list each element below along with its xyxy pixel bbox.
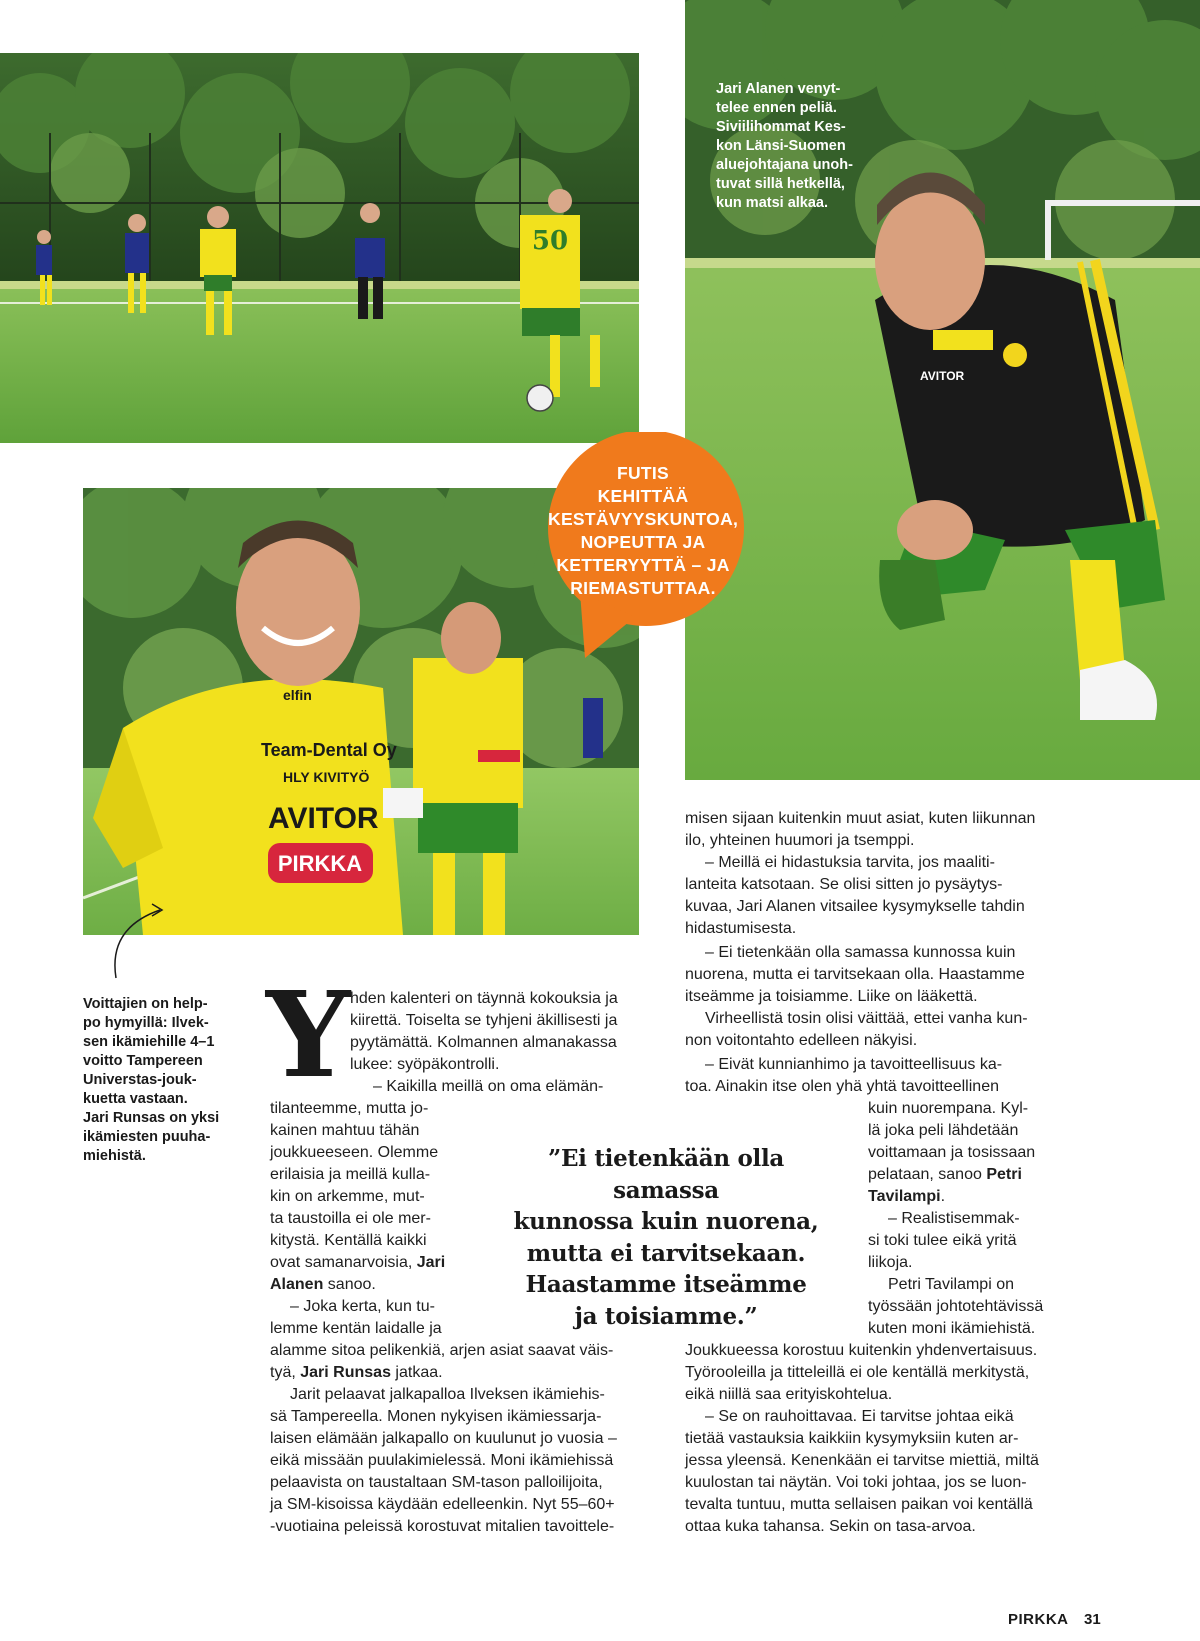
speech-bubble-text: FUTIS KEHITTÄÄ KESTÄVYYSKUNTOA, NOPEUTTA JA KETTERYYTTÄ – JA RIEMASTUTTAA. [548, 463, 739, 598]
body-line: kuulostan tai näytän. Voi toki johtaa, jos se luon- [685, 1474, 1027, 1491]
body-line: ottaa kuka tahansa. Sekin on tasa-arvoa. [685, 1518, 976, 1535]
body-line: misen sijaan kuitenkin muut asiat, kuten liikunnan [685, 810, 1036, 827]
page-number: 31 [1084, 1611, 1101, 1628]
body-text: pelataan, sanoo [868, 1166, 982, 1183]
body-line [270, 1252, 445, 1274]
body-line: kuten moni ikämiehistä. [868, 1320, 1036, 1337]
photo-caption-right: Jari Alanen venyt- telee ennen peliä. Siviilihommat Kes- kon Länsi-Suomen aluejohtajana unoh- tuvat sillä hetkellä, kun matsi alkaa. [716, 81, 853, 211]
body-line: kin on arkemme, mut- [270, 1188, 425, 1205]
body-line: Työrooleilla ja titteleillä ei ole kentällä merkitystä, [685, 1364, 1030, 1381]
body-line: – Eivät kunnianhimo ja tavoitteellisuus ka- [705, 1056, 1003, 1073]
body-line: tevalta tuntuu, mutta sellaisen paikan voi kentällä [685, 1496, 1033, 1513]
photo-caption-left: Voittajien on help- po hymyillä: Ilvek- sen ikämiehille 4–1 voitto Tampereen Universtas-jouk- kuetta vastaan. Jari Runsas on yksi ikämiesten puuha- miehistä. [83, 996, 220, 1164]
body-line: joukkueeseen. Olemme [270, 1144, 439, 1161]
body-line: kuin nuorempana. Kyl- [868, 1100, 1029, 1117]
body-line: kitystä. Kentällä kaikki [270, 1232, 427, 1249]
body-text: ovat samanarvoisia, [270, 1254, 413, 1271]
body-line: jessa yleensä. Kenenkään ei tarvitse miettiä, miltä [685, 1452, 1039, 1469]
body-text: tyä, [270, 1364, 296, 1381]
body-line: voittamaan ja tosissaan [868, 1144, 1036, 1161]
body-line: si toki tulee eikä yritä [868, 1232, 1017, 1249]
person-name: Alanen [270, 1276, 324, 1293]
body-line: lemme kentän laidalle ja [270, 1320, 442, 1337]
body-line: Joukkueessa korostuu kuitenkin yhdenvertaisuus. [685, 1342, 1038, 1359]
body-line: toa. Ainakin itse olen yhä yhtä tavoitteellinen [685, 1078, 999, 1095]
body-line: lukee: syöpäkontrolli. [350, 1056, 500, 1073]
body-line: – Meillä ei hidastuksia tarvita, jos maaliti- [705, 854, 995, 871]
magazine-name: PIRKKA [1008, 1611, 1069, 1628]
person-name: Petri [986, 1166, 1022, 1183]
shirt-sponsor-1: elfin [283, 687, 312, 703]
body-line: alamme sitoa pelikenkiä, arjen asiat saavat väis- [270, 1342, 614, 1359]
body-line: työssään johtotehtävissä [868, 1298, 1044, 1315]
body-line: sä Tampereella. Monen nykyisen ikämiessarja- [270, 1408, 602, 1425]
drop-cap: Y [266, 965, 351, 1104]
body-line: hidastumisesta. [685, 920, 797, 937]
body-line: non voitontahto edelleen näkyisi. [685, 1032, 918, 1049]
body-line: ta taustoilla ei ole mer- [270, 1210, 431, 1227]
shirt-number: 50 [531, 226, 569, 256]
shirt-sponsor-5: PIRKKA [277, 851, 363, 876]
body-text: jatkaa. [395, 1364, 443, 1381]
body-line: kainen mahtuu tähän [270, 1122, 420, 1139]
body-line: lä joka peli lähdetään [868, 1122, 1019, 1139]
body-line: Jarit pelaavat jalkapalloa Ilveksen ikämiehis- [290, 1386, 605, 1403]
body-line: nuorena, mutta ei tarvitsekaan olla. Haastamme [685, 966, 1025, 983]
body-line: eikä missään puulakimielessä. Moni ikämiehissä [270, 1452, 614, 1469]
body-line: ilo, yhteinen huumori ja tsemppi. [685, 832, 915, 849]
body-line: erilaisia ja meillä kulla- [270, 1166, 431, 1183]
body-line [868, 1164, 1022, 1186]
body-line: – Se on rauhoittavaa. Ei tarvitse johtaa eikä [705, 1408, 1014, 1425]
body-line: liikoja. [868, 1254, 913, 1271]
shirt-sponsor-4: AVITOR [268, 802, 379, 835]
body-line: kiirettä. Toiselta se tyhjeni äkillisesti ja [350, 1012, 618, 1029]
body-line: ja SM-kisoissa käydään edelleenkin. Nyt 55–60+ [270, 1496, 615, 1513]
body-line: itseämme ja toisiamme. Liike on lääkettä. [685, 988, 978, 1005]
body-text: sanoo. [327, 1276, 376, 1293]
body-line: hden kalenteri on täynnä kokouksia ja [350, 990, 618, 1007]
body-line: lanteita katsotaan. Se olisi sitten jo pysäytys- [685, 876, 1003, 893]
body-line [868, 1186, 945, 1208]
body-line: pelaavista on taustaltaan SM-tason palloilijoita, [270, 1474, 603, 1491]
body-line: Virheellistä tosin olisi väittää, ettei vanha kun- [705, 1010, 1028, 1027]
person-name: Jari [416, 1254, 446, 1271]
caption-arrow-icon [108, 898, 168, 980]
body-line: – Ei tietenkään olla samassa kunnossa kuin [705, 944, 1016, 961]
body-line: eikä niillä saa erityiskohtelua. [685, 1386, 893, 1403]
person-name: Jari Runsas [300, 1364, 391, 1381]
body-line: Petri Tavilampi on [888, 1276, 1014, 1293]
body-line [270, 1362, 443, 1384]
body-text: . [940, 1188, 946, 1205]
shirt-sponsor-3: HLY KIVITYÖ [283, 769, 370, 785]
body-line: pyytämättä. Kolmannen almanakassa [350, 1034, 617, 1051]
body-line: – Realistisemmak- [888, 1210, 1020, 1227]
body-line [270, 1274, 376, 1296]
body-line: tilanteemme, mutta jo- [270, 1100, 429, 1117]
pull-quote: ”Ei tietenkään olla samassa kunnossa kuin nuorena, mutta ei tarvitsekaan. Haastamme itseämme ja toisiamme.” [513, 1145, 819, 1330]
body-line: tietää vastauksia kaikkiin kysymyksiin kuten ar- [685, 1430, 1019, 1447]
body-line: kuvaa, Jari Alanen vitsailee kysymykselle tahdin [685, 898, 1025, 915]
person-name: Tavilampi [868, 1188, 941, 1205]
body-line: -vuotiaina peleissä korostuvat mitalien tavoittele- [270, 1518, 615, 1535]
shirt-sponsor-2: Team-Dental Oy [261, 740, 397, 760]
body-line: laisen elämään jalkapallo on kuulunut jo vuosia – [270, 1430, 617, 1447]
body-line: – Kaikilla meillä on oma elämän- [373, 1078, 604, 1095]
jacket-logo: AVITOR [920, 369, 965, 383]
body-line: – Joka kerta, kun tu- [290, 1298, 435, 1315]
photo-match-action [0, 53, 639, 443]
